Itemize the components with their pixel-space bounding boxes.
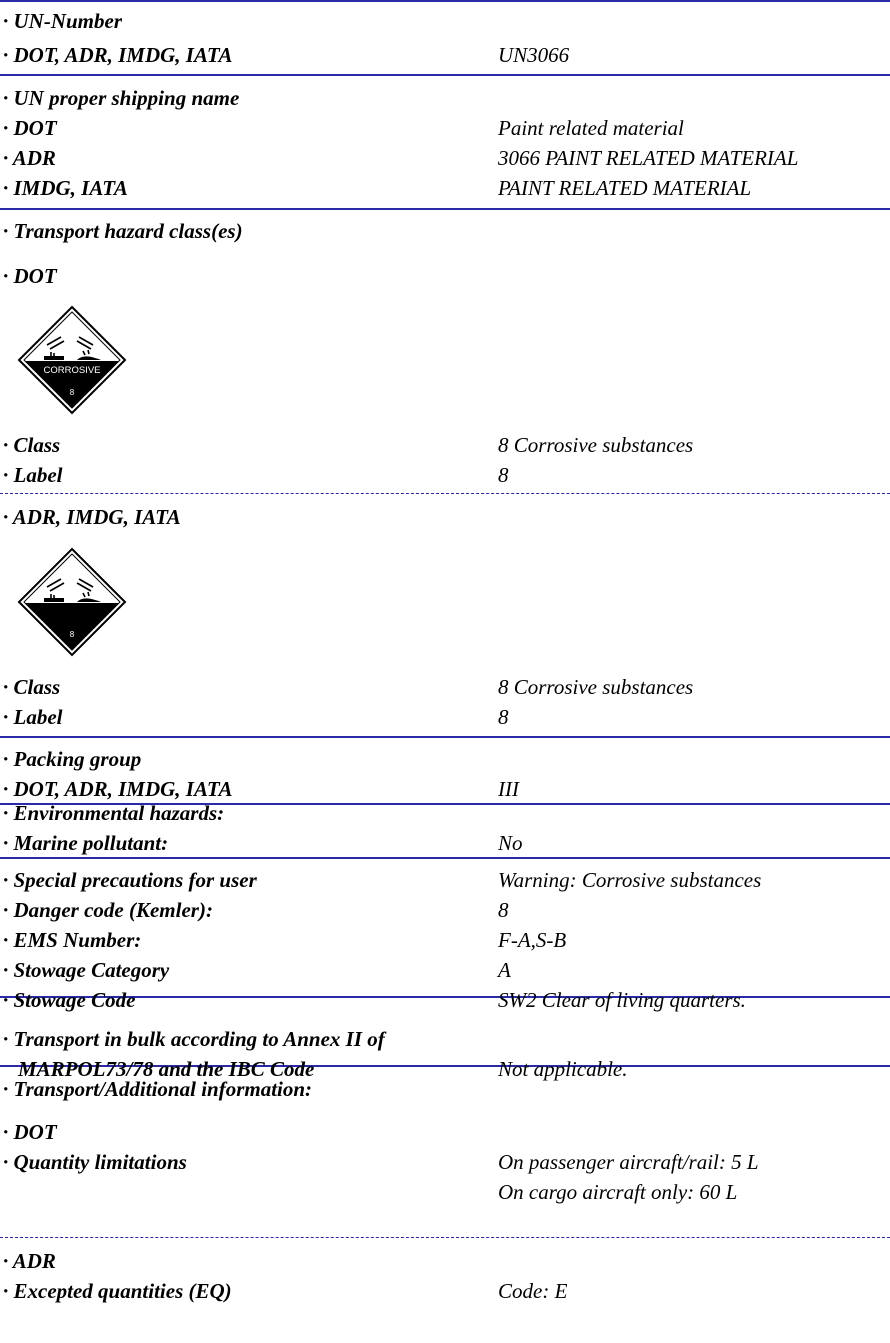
ems-number-value: F-A,S-B (498, 928, 567, 952)
hazard-adr-label-label: · Label (3, 705, 63, 729)
section-divider (0, 0, 890, 2)
hazard-dot-label-label: · Label (3, 463, 63, 487)
hazard-adr-label: · ADR, IMDG, IATA (3, 505, 181, 529)
shipping-name-heading: · UN proper shipping name (3, 86, 240, 110)
shipping-name-dot-label: · DOT (3, 116, 57, 140)
packing-group-label: · DOT, ADR, IMDG, IATA (3, 777, 233, 801)
marine-pollutant-label: · Marine pollutant: (3, 831, 169, 855)
section-divider (0, 208, 890, 210)
stowage-code-label: · Stowage Code (3, 988, 136, 1012)
ems-number-label: · EMS Number: (3, 928, 142, 952)
quantity-limitations-value-1: On passenger aircraft/rail: 5 L (498, 1150, 759, 1174)
un-number-heading: · UN-Number (3, 9, 122, 33)
section-divider (0, 736, 890, 738)
stowage-code-value: SW2 Clear of living quarters. (498, 988, 746, 1012)
danger-code-value: 8 (498, 898, 509, 922)
special-precautions-value: Warning: Corrosive substances (498, 868, 762, 892)
corrosive-hazard-icon (17, 305, 127, 415)
bulk-label-line1: · Transport in bulk according to Annex II of (3, 1027, 385, 1051)
hazard-adr-label-value: 8 (498, 705, 509, 729)
shipping-name-dot-value: Paint related material (498, 116, 684, 140)
bulk-label-line2: MARPOL73/78 and the IBC Code (18, 1057, 315, 1081)
section-divider (0, 74, 890, 76)
hazard-adr-class-label: · Class (3, 675, 61, 699)
shipping-name-imdg-value: PAINT RELATED MATERIAL (498, 176, 752, 200)
pictogram-number: 8 (69, 630, 75, 639)
excepted-quantities-label: · Excepted quantities (EQ) (3, 1279, 232, 1303)
additional-info-heading: · Transport/Additional information: (3, 1077, 313, 1101)
environmental-heading: · Environmental hazards: (3, 801, 225, 825)
pictogram-text: CORROSIVE (43, 365, 101, 376)
section-divider (0, 857, 890, 859)
subsection-divider (0, 493, 890, 494)
hazard-dot-label-value: 8 (498, 463, 509, 487)
marine-pollutant-value: No (498, 831, 523, 855)
additional-adr-label: · ADR (3, 1249, 56, 1273)
special-precautions-label: · Special precautions for user (3, 868, 257, 892)
shipping-name-imdg-label: · IMDG, IATA (3, 176, 128, 200)
packing-group-value: III (498, 777, 519, 801)
un-number-value: UN3066 (498, 43, 570, 67)
stowage-category-label: · Stowage Category (3, 958, 170, 982)
un-number-label: · DOT, ADR, IMDG, IATA (3, 43, 233, 67)
hazard-dot-class-value: 8 Corrosive substances (498, 433, 694, 457)
danger-code-label: · Danger code (Kemler): (3, 898, 213, 922)
subsection-divider (0, 1237, 890, 1238)
hazard-adr-class-value: 8 Corrosive substances (498, 675, 694, 699)
corrosive-hazard-icon (17, 547, 127, 657)
quantity-limitations-label: · Quantity limitations (3, 1150, 187, 1174)
bulk-value: Not applicable. (498, 1057, 628, 1081)
quantity-limitations-value-2: On cargo aircraft only: 60 L (498, 1180, 738, 1204)
stowage-category-value: A (498, 958, 511, 982)
shipping-name-adr-label: · ADR (3, 146, 56, 170)
shipping-name-adr-value: 3066 PAINT RELATED MATERIAL (498, 146, 799, 170)
hazard-dot-label: · DOT (3, 264, 57, 288)
additional-dot-label: · DOT (3, 1120, 57, 1144)
excepted-quantities-value: Code: E (498, 1279, 568, 1303)
hazard-dot-class-label: · Class (3, 433, 61, 457)
packing-group-heading: · Packing group (3, 747, 142, 771)
pictogram-number: 8 (69, 388, 75, 397)
hazard-class-heading: · Transport hazard class(es) (3, 219, 243, 243)
